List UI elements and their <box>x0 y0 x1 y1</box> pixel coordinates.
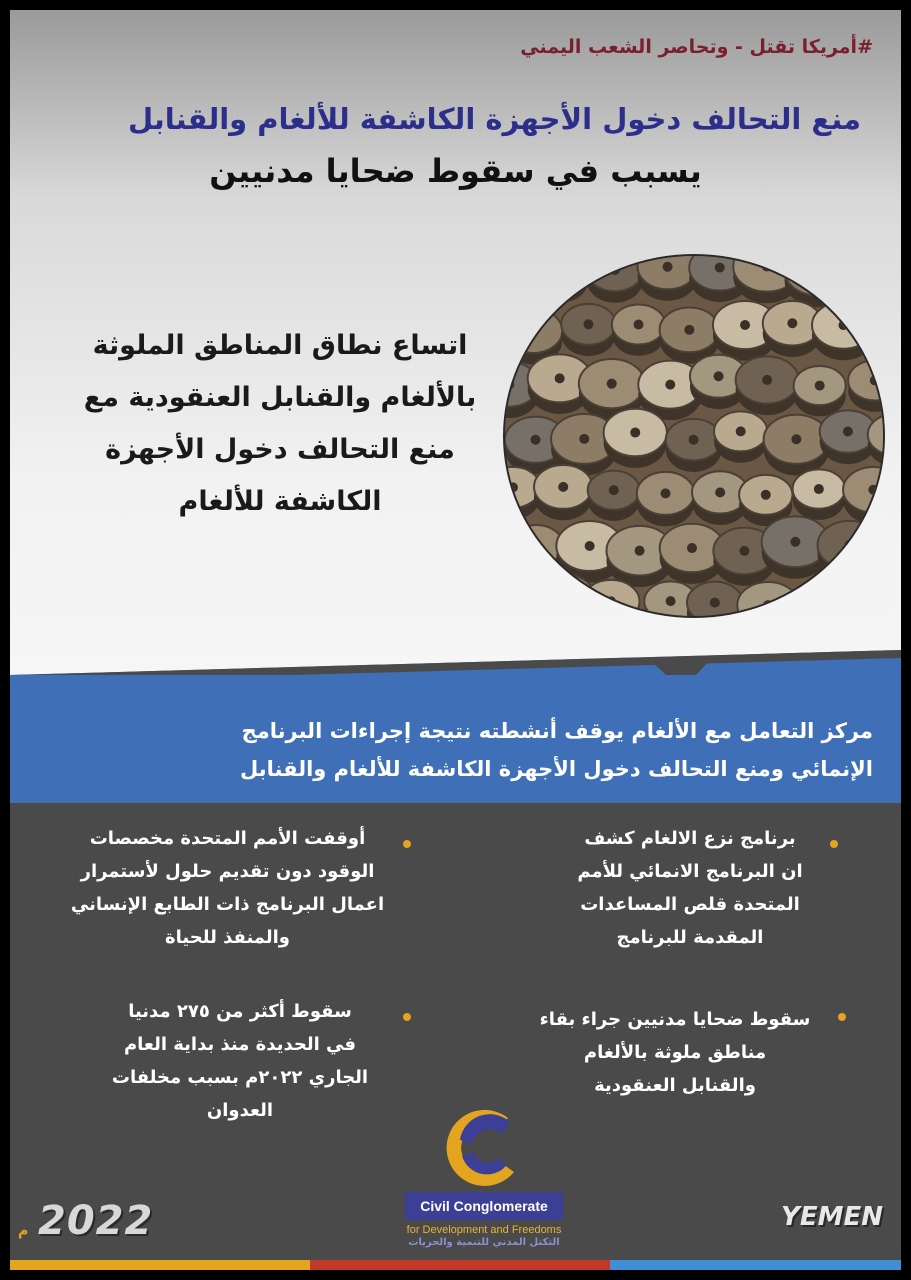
point-left-top <box>60 822 395 954</box>
organization-logo <box>390 1100 610 1260</box>
bullet-icon <box>830 840 838 848</box>
poster <box>10 10 901 1270</box>
point-line: اعمال البرنامج ذات الطابع الإنساني <box>70 894 385 915</box>
year-label: 2022 <box>38 1198 154 1244</box>
bullet-icon <box>403 840 411 848</box>
point-line: ان البرنامج الانمائي للأمم <box>577 861 803 882</box>
intro-line: بالألغام والقنابل العنقودية مع <box>83 382 477 413</box>
point-line: في الحديدة منذ بداية العام <box>123 1034 357 1055</box>
point-line: سقوط أكثر من ٢٧٥ مدنيا <box>128 1001 352 1022</box>
point-left-bottom <box>90 995 390 1127</box>
point-line: برنامج نزع الالغام كشف <box>584 828 796 849</box>
point-right-bottom <box>520 1003 830 1102</box>
point-right-top <box>560 822 820 954</box>
footer-strip-gold <box>10 1260 310 1270</box>
landmines-photo <box>505 256 883 616</box>
bullet-icon <box>403 1013 411 1021</box>
logo-mark-icon <box>390 1100 578 1192</box>
logo-name: Civil Conglomerate <box>405 1192 563 1220</box>
band-line-2: الإنمائي ومنع التحالف دخول الأجهزة الكاشفة للألغام والقنابل <box>240 757 873 781</box>
intro-text <box>70 320 490 528</box>
logo-subtitle: for Development and Freedoms <box>406 1224 562 1236</box>
intro-line: الكاشفة للألغام <box>178 486 382 517</box>
footer-strip-red <box>310 1260 610 1270</box>
band-text <box>33 712 873 788</box>
footer-strip-blue <box>610 1260 901 1270</box>
title-line-2: يسبب في سقوط ضحايا مدنيين <box>209 152 702 190</box>
intro-line: اتساع نطاق المناطق الملوثة <box>92 330 468 361</box>
band-line-1: مركز التعامل مع الألغام يوقف أنشطته نتيجة إجراءات البرنامج <box>241 719 873 743</box>
country-label: YEMEN <box>781 1202 883 1232</box>
logo-arabic: التكتل المدني للتنمية والحريات <box>408 1237 560 1248</box>
point-line: المقدمة للبرنامج <box>616 927 764 948</box>
point-line: أوقفت الأمم المتحدة مخصصات <box>89 828 366 849</box>
point-line: والمنفذ للحياة <box>165 927 290 948</box>
intro-line: منع التحالف دخول الأجهزة <box>105 434 455 465</box>
landmines-photo-icon <box>505 256 883 616</box>
hashtag: #أمريكا تقتل - وتحاصر الشعب اليمني <box>520 36 873 58</box>
point-line: الجاري ٢٠٢٢م بسبب مخلفات <box>111 1067 369 1088</box>
point-line: العدوان <box>206 1100 274 1121</box>
year-suffix: م <box>18 1223 29 1239</box>
point-line: مناطق ملوثة بالألغام <box>583 1042 767 1063</box>
bullet-icon <box>838 1013 846 1021</box>
title-line-1: منع التحالف دخول الأجهزة الكاشفة للألغام والقنابل <box>127 102 861 136</box>
point-line: المتحدة قلص المساعدات <box>580 894 800 915</box>
point-line: الوقود دون تقديم حلول لأستمرار <box>80 861 375 882</box>
point-line: سقوط ضحايا مدنيين جراء بقاء <box>539 1009 811 1030</box>
point-line: والقنابل العنقودية <box>594 1075 756 1096</box>
